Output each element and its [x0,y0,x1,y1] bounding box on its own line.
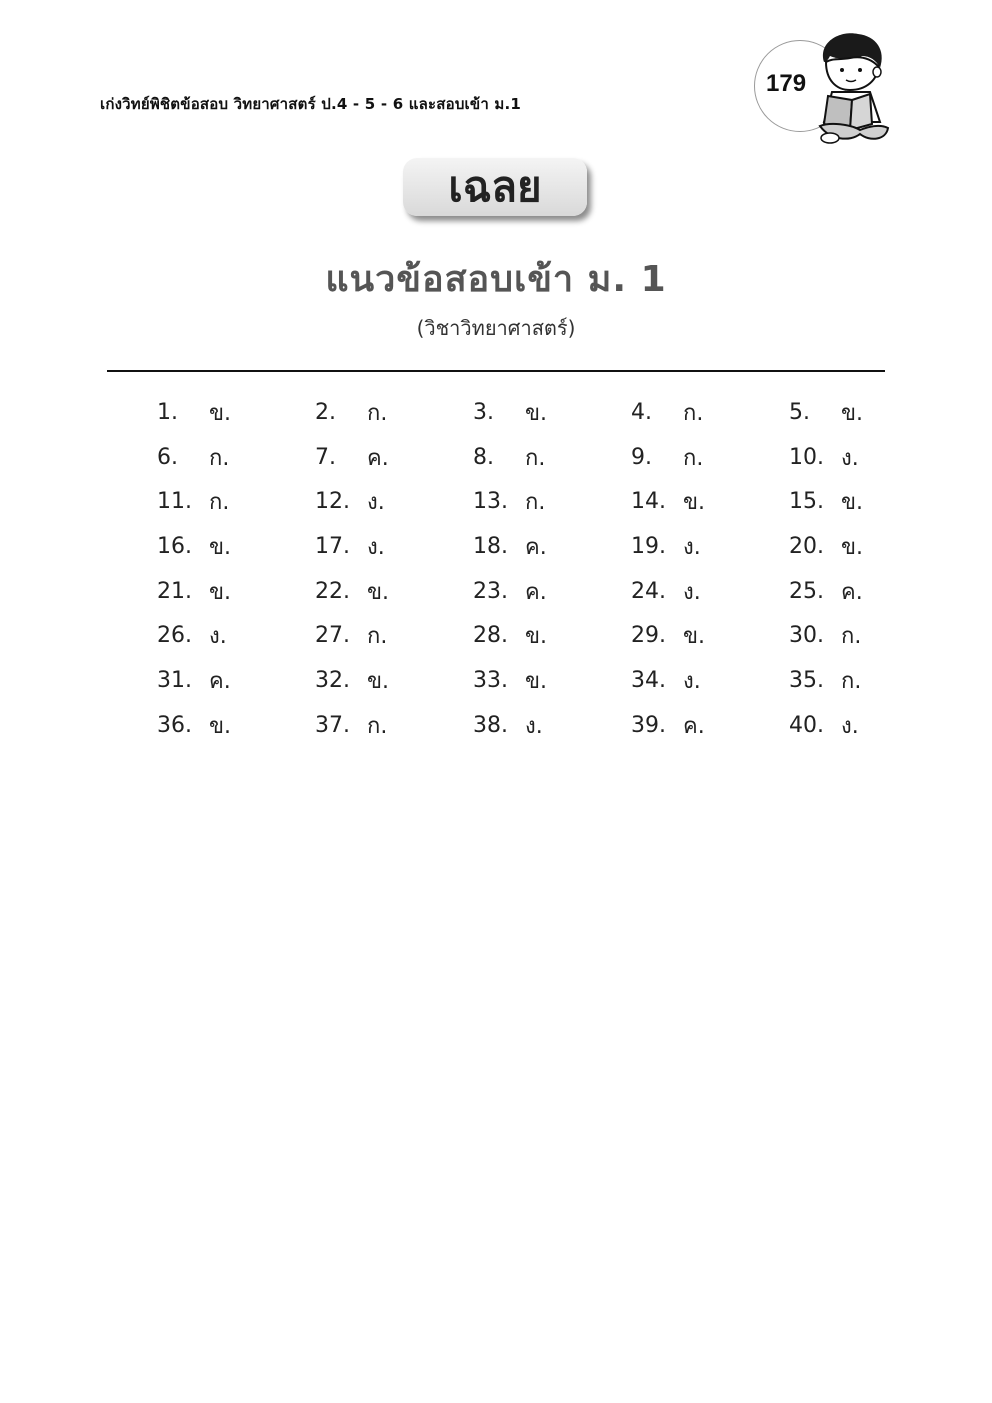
answer-item [631,569,789,614]
answer-number: 11. [157,489,192,515]
answer-item [789,658,947,703]
answer-number: 17. [315,533,350,559]
answer-item [157,569,315,614]
answer-number: 27. [315,623,350,649]
answer-item [157,613,315,658]
answer-item [315,524,473,569]
answer-item [157,390,315,435]
answer-number: 14. [631,489,666,515]
answer-item [157,435,315,480]
answer-item [473,703,631,748]
answer-number: 4. [631,399,652,425]
answer-item [789,569,947,614]
answer-number: 2. [315,399,336,425]
answer-number: 1. [157,399,178,425]
answer-choice: ง. [525,713,543,739]
answer-item [631,390,789,435]
answer-choice: ข. [209,579,232,605]
answer-item [157,703,315,748]
answer-item [631,613,789,658]
answer-choice: ง. [683,668,701,694]
answer-number: 37. [315,712,350,738]
answer-item [789,435,947,480]
answer-item [789,613,947,658]
answer-number: 40. [789,712,824,738]
answer-item [315,613,473,658]
answer-item [473,658,631,703]
answer-choice: ง. [683,534,701,560]
running-header: เก่งวิทย์พิชิตข้อสอบ วิทยาศาสตร์ ป.4 - 5 - 6 และสอบเข้า ม.1 [100,95,521,113]
answer-choice: ก. [367,624,388,650]
answer-number: 8. [473,444,494,470]
answer-choice: ข. [367,668,390,694]
answer-choice: ก. [525,490,546,516]
answer-choice: ก. [367,400,388,426]
answer-grid [157,390,947,748]
answer-number: 33. [473,667,508,693]
answer-number: 10. [789,444,824,470]
answer-choice: ข. [209,534,232,560]
answer-choice: ข. [841,534,864,560]
answer-choice: ข. [841,400,864,426]
answer-choice: ค. [683,713,705,739]
answer-number: 29. [631,623,666,649]
answer-number: 34. [631,667,666,693]
answer-item [631,658,789,703]
answer-item [315,569,473,614]
answer-item [789,703,947,748]
answer-item [315,390,473,435]
answer-item [473,524,631,569]
answer-number: 5. [789,399,810,425]
answer-choice: ข. [841,490,864,516]
answer-item [631,524,789,569]
answer-number: 23. [473,578,508,604]
answer-item [789,524,947,569]
answer-choice: ง. [841,713,859,739]
answer-number: 30. [789,623,824,649]
answer-item [473,479,631,524]
answer-number: 22. [315,578,350,604]
answer-number: 21. [157,578,192,604]
answer-choice: ก. [683,400,704,426]
answer-number: 35. [789,667,824,693]
answer-choice: ก. [683,445,704,471]
answer-item [473,569,631,614]
subject-label: (วิชาวิทยาศาสตร์) [416,316,576,340]
answer-item [315,658,473,703]
page-subtitle: แนวข้อสอบเข้า ม. 1 [325,259,667,300]
answer-choice: ค. [367,445,389,471]
answer-choice: ค. [841,579,863,605]
page-title: เฉลย [448,162,542,211]
answer-choice: ก. [841,668,862,694]
answer-choice: ข. [525,668,548,694]
answer-number: 32. [315,667,350,693]
answer-choice: ก. [367,713,388,739]
answer-choice: ง. [367,490,385,516]
answer-choice: ก. [525,445,546,471]
answer-number: 7. [315,444,336,470]
answer-number: 18. [473,533,508,559]
answer-item [157,479,315,524]
answer-item [631,703,789,748]
answer-choice: ข. [367,579,390,605]
page-number: 179 [766,70,807,97]
answer-choice: ข. [209,400,232,426]
answer-item [473,613,631,658]
answer-item [157,524,315,569]
answer-number: 9. [631,444,652,470]
answer-choice: ข. [525,624,548,650]
answer-choice: ข. [683,624,706,650]
answer-number: 24. [631,578,666,604]
title-badge [403,158,587,216]
answer-choice: ง. [841,445,859,471]
boy-reading-icon [810,30,892,148]
answer-number: 3. [473,399,494,425]
answer-number: 38. [473,712,508,738]
answer-item [631,479,789,524]
answer-item [473,435,631,480]
answer-number: 20. [789,533,824,559]
answer-choice: ง. [683,579,701,605]
answer-item [315,479,473,524]
answer-number: 25. [789,578,824,604]
answer-number: 28. [473,623,508,649]
answer-number: 13. [473,489,508,515]
answer-number: 39. [631,712,666,738]
answer-choice: ข. [525,400,548,426]
answer-item [473,390,631,435]
answer-choice: ข. [209,713,232,739]
answer-number: 36. [157,712,192,738]
answer-choice: ค. [525,579,547,605]
answer-number: 12. [315,489,350,515]
answer-choice: ง. [367,534,385,560]
answer-choice: ข. [683,490,706,516]
answer-number: 16. [157,533,192,559]
answer-number: 15. [789,489,824,515]
answer-item [315,703,473,748]
answer-item [315,435,473,480]
divider [107,370,885,372]
answer-choice: ก. [209,445,230,471]
answer-item [789,390,947,435]
answer-number: 6. [157,444,178,470]
answer-number: 26. [157,623,192,649]
answer-item [631,435,789,480]
answer-number: 19. [631,533,666,559]
answer-item [789,479,947,524]
answer-choice: ค. [525,534,547,560]
answer-item [157,658,315,703]
answer-choice: ก. [209,490,230,516]
answer-number: 31. [157,667,192,693]
answer-choice: ง. [209,624,227,650]
answer-choice: ก. [841,624,862,650]
answer-choice: ค. [209,668,231,694]
